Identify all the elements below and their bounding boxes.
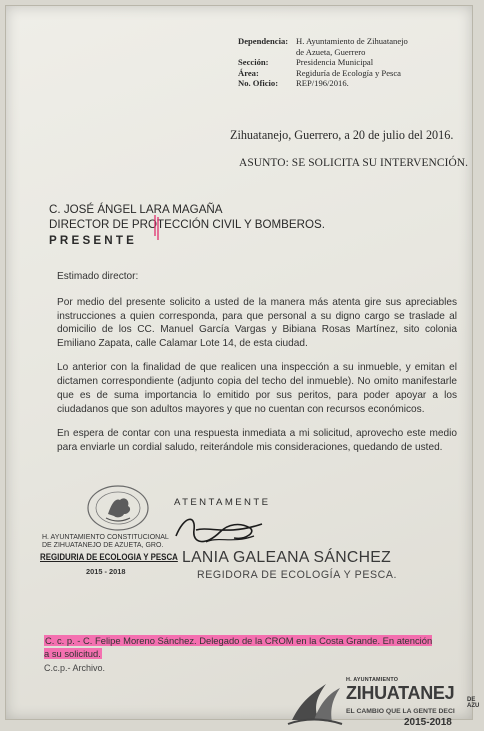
place-and-date: Zihuatanejo, Guerrero, a 20 de julio del 2016. [230, 128, 454, 142]
body-paragraph-3: En espera de contar con una respuesta inmediata a mi solicitud, aprovecho este medio para enviarle un cordial saludo, reiterándole mis consideraciones, quedando de usted. [57, 428, 457, 453]
seal-text-1: H. AYUNTAMIENTO CONSTITUCIONAL [42, 534, 169, 541]
dependencia-label: Dependencia: [238, 36, 289, 46]
closing-atentamente: ATENTAMENTE [174, 497, 271, 508]
body-paragraph-1: Por medio del presente solicito a usted de la manera más atenta gire sus apreciables instrucciones a quien corresponda, para que personal a su digno cargo se traslade al domicilio de los CC. Manuel García Vargas y Bibiana Rosas Martínez, sito colonia Emiliano Zapata, calle Calamar Lote 14, de esta ciudad. [57, 296, 457, 350]
zihuatanejo-emblem-icon [286, 674, 344, 730]
body-paragraph-2: Lo anterior con la finalidad de que realicen una inspección a su inmueble, y emitan el dictamen correspondiente (adjunto copia del techo del inmueble). No omito manifestarle que es de suma importancia lo emitido por sus peritos, para poder apoyar a los ciudadanos que son adultos mayores y que no cuentan con recursos económicos. [57, 362, 457, 415]
handwritten-signature-icon [166, 506, 276, 554]
salutation: Estimado director: [57, 271, 139, 282]
subject-line: ASUNTO: SE SOLICITA SU INTERVENCIÓN. [239, 157, 469, 169]
seal-text-2: DE ZIHUATANEJO DE AZUETA, GRO. [42, 542, 164, 549]
letter-sheet [6, 6, 480, 728]
oficio-label: No. Oficio: [238, 78, 279, 89]
presente-line: PRESENTE [49, 233, 138, 247]
recipient-block [49, 202, 325, 248]
letterhead-row-dependencia [238, 36, 468, 47]
dependencia-value-1: H. Ayuntamiento de Zihuatanejo [296, 36, 408, 46]
area-label: Área: [238, 67, 259, 78]
letterhead-table [238, 36, 468, 89]
footer-city-suffix: DE AZU [467, 697, 480, 709]
dependencia-value-2: de Azueta, Guerrero [296, 46, 366, 57]
signer-name: LANIA GALEANA SÁNCHEZ [182, 549, 392, 566]
eagle-coat-of-arms-icon [86, 484, 150, 532]
oficio-value: REP/196/2016. [296, 78, 349, 89]
seccion-value: Presidencia Municipal [296, 57, 374, 68]
carbon-copy-note [44, 635, 434, 661]
letterhead-row-dependencia-cont [238, 47, 468, 58]
seal-text-3: REGIDURIA DE ECOLOGIA Y PESCA [40, 552, 178, 562]
area-value: Regiduría de Ecología y Pesca [296, 67, 402, 78]
footer-slogan: EL CAMBIO QUE LA GENTE DECI [346, 708, 455, 715]
footer-years: 2015-2018 [404, 717, 452, 728]
footer-city-name: ZIHUATANEJ [346, 683, 455, 703]
recipient-title: DIRECTOR DE PROTECCIÓN CIVIL Y BOMBEROS. [49, 218, 325, 232]
seccion-label: Sección: [238, 57, 269, 68]
footer-ayuntamiento: H. AYUNTAMIENTO [346, 677, 399, 683]
cc-archive-line: C.c.p.- Archivo. [44, 663, 106, 673]
cc-highlighted-text: C. c. p. - C. Felipe Moreno Sánchez. Delegado de la CROM en la Costa Grande. En atención a su solicitud. [44, 635, 433, 659]
letterhead-row-oficio [238, 78, 468, 89]
red-ink-mark-icon [152, 214, 162, 244]
letterhead-row-seccion [238, 57, 468, 68]
letterhead-row-area [238, 68, 468, 79]
signer-title: REGIDORA DE ECOLOGÍA Y PESCA. [197, 569, 398, 581]
recipient-name: C. JOSÉ ÁNGEL LARA MAGAÑA [49, 203, 223, 216]
letter-body [57, 270, 457, 465]
seal-text-4: 2015 - 2018 [86, 567, 126, 576]
municipal-footer-logo [284, 670, 484, 731]
